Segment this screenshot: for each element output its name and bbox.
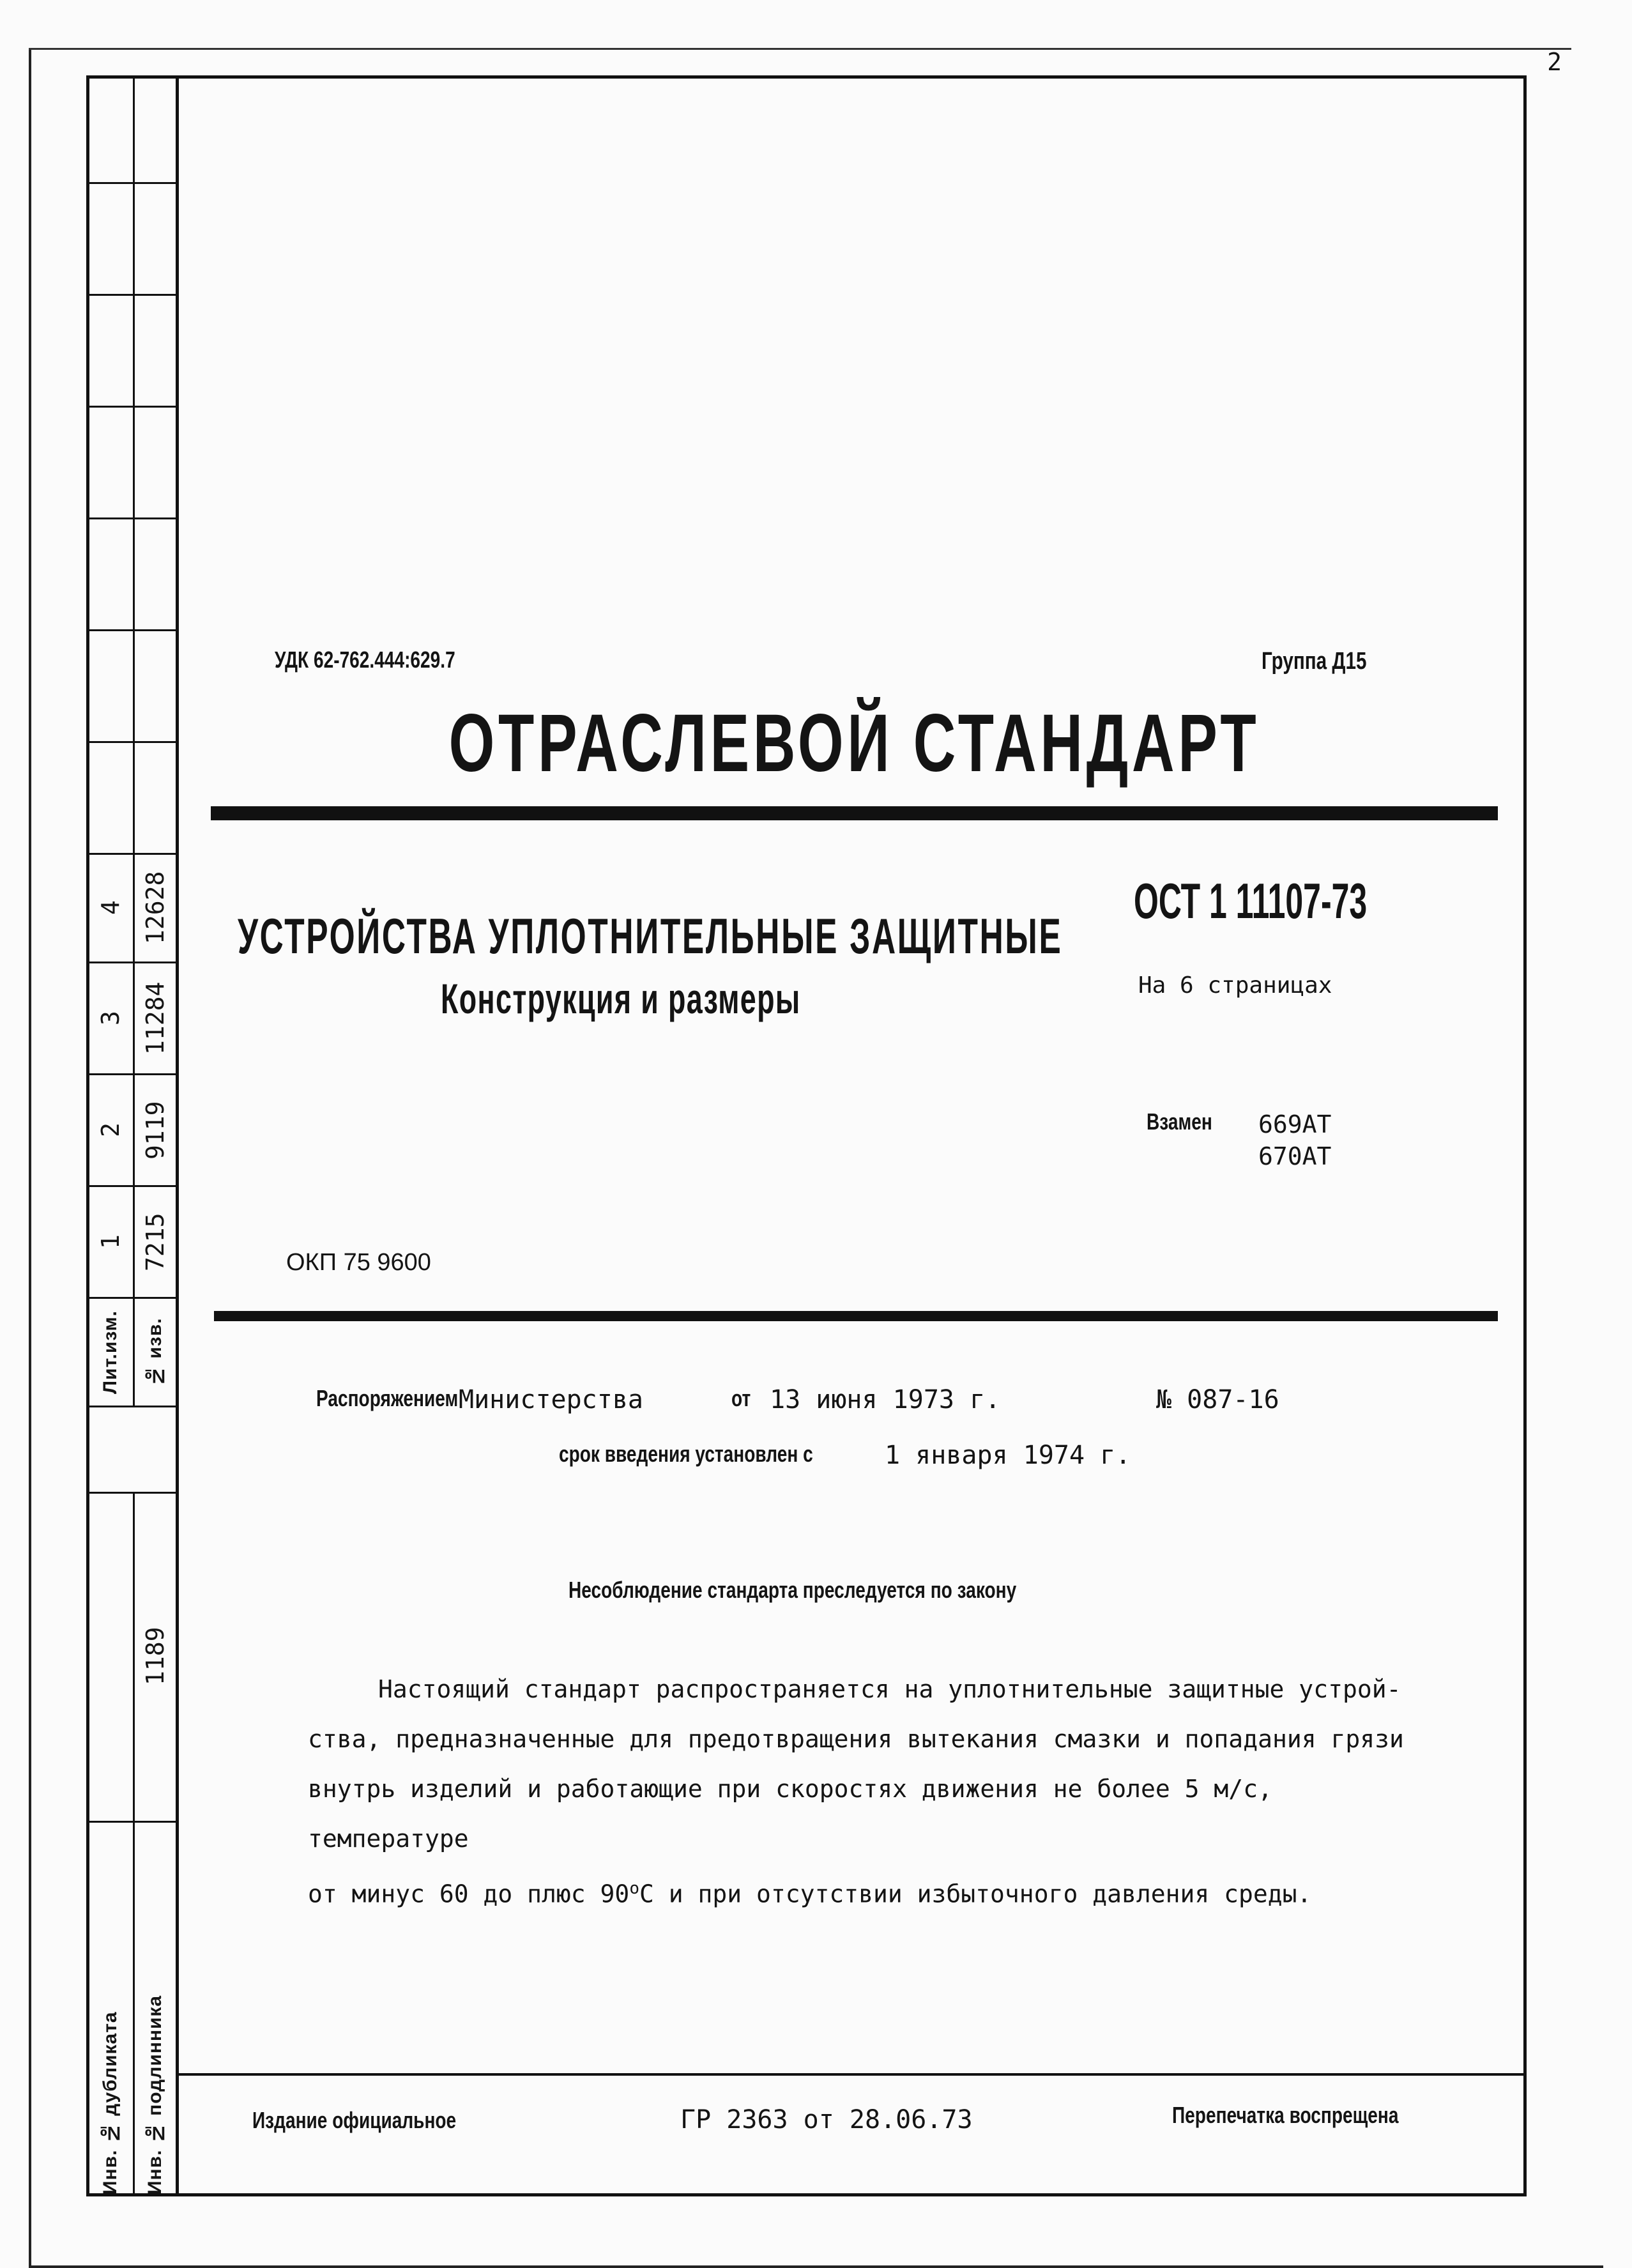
strip-rule [86, 741, 179, 743]
strip-rule [86, 1406, 179, 1407]
change-lit-4: 4 [96, 900, 125, 916]
strip-rule [86, 517, 179, 519]
scope-line-4: от минус 60 до плюс $90^оС$ и при отсутствии избыточного давления среды. [308, 1879, 1312, 1908]
order-ministry: Министерства [459, 1385, 643, 1414]
order-from-label: от [731, 1385, 751, 1411]
strip-rule [86, 406, 179, 408]
change-lit-1: 1 [96, 1234, 125, 1250]
strip-rule [86, 629, 179, 631]
label-original-inventory: Инв. № подлинника [144, 1995, 165, 2195]
udk-code: УДК 62-762.444:629.7 [275, 647, 455, 673]
change-lit-3: 3 [96, 1011, 125, 1026]
strip-rule [86, 962, 179, 963]
strip-rule [86, 1185, 179, 1187]
page-number: 2 [1547, 48, 1562, 76]
change-doc-1: 7215 [141, 1213, 169, 1271]
header-lit-change: Лит.изм. [100, 1310, 121, 1395]
change-doc-2: 9119 [141, 1101, 169, 1160]
frame-strip-divider [176, 75, 179, 2196]
change-doc-3: 11284 [141, 981, 169, 1055]
change-lit-2: 2 [96, 1123, 125, 1138]
title-divider [211, 806, 1498, 820]
strip-rule [86, 1073, 179, 1075]
edition-label: Издание официальное [252, 2107, 457, 2133]
page-edge-left [29, 48, 31, 2268]
strip-rule [86, 1821, 179, 1823]
replaced-doc-2: 670АТ [1258, 1142, 1332, 1170]
strip-rule [86, 182, 179, 184]
scope-line-3: внутрь изделий и работающие при скоростях движения не более 5 м/с, температуре [308, 1775, 1272, 1853]
strip-rule [86, 1297, 179, 1299]
order-label: Распоряжением [316, 1385, 459, 1411]
page-edge-top [29, 48, 1571, 50]
replaced-doc-1: 669АТ [1258, 1110, 1332, 1138]
registration-gr: ГР 2363 от 28.06.73 [680, 2105, 973, 2134]
page-count: На 6 страницах [1138, 972, 1332, 999]
order-date: 13 июня 1973 г. [770, 1385, 1001, 1414]
order-number: № 087-16 [1156, 1385, 1279, 1414]
scope-line-1: Настоящий стандарт распространяется на уплотнительные защитные устрой- [378, 1675, 1401, 1703]
document-title: ОТРАСЛЕВОЙ СТАНДАРТ [448, 698, 1260, 789]
replaces-label: Взамен [1147, 1108, 1212, 1135]
strip-mid-line-lower [133, 1492, 135, 2196]
reprint-notice: Перепечатка воспрещена [1172, 2102, 1399, 2128]
label-duplicate-inventory: Инв. № дубликата [100, 2011, 121, 2195]
strip-rule [86, 294, 179, 296]
standard-subtitle: Конструкция и размеры [441, 975, 801, 1022]
strip-rule [86, 853, 179, 855]
group-code: Группа Д15 [1262, 648, 1367, 675]
duplicate-number: 1189 [141, 1627, 169, 1686]
legal-warning: Несоблюдение стандарта преследуется по закону [568, 1577, 1017, 1603]
body-divider [214, 1311, 1498, 1321]
footer-divider [179, 2073, 1527, 2076]
header-notice-number: № изв. [144, 1317, 165, 1387]
standard-code: ОСТ 1 11107-73 [1134, 873, 1368, 929]
standard-name: УСТРОЙСТВА УПЛОТНИТЕЛЬНЫЕ ЗАЩИТНЫЕ [238, 908, 1063, 964]
strip-rule [86, 1492, 179, 1494]
page-edge-bottom [29, 2265, 1603, 2268]
scope-line-2: ства, предназначенные для предотвращения вытекания смазки и попадания грязи [308, 1725, 1404, 1753]
scope-paragraph [308, 1664, 1442, 1919]
change-doc-4: 12628 [141, 871, 169, 945]
intro-date: 1 января 1974 г. [885, 1441, 1131, 1470]
intro-label: срок введения установлен с [559, 1441, 813, 1467]
okp-code: ОКП 75 9600 [286, 1249, 431, 1276]
